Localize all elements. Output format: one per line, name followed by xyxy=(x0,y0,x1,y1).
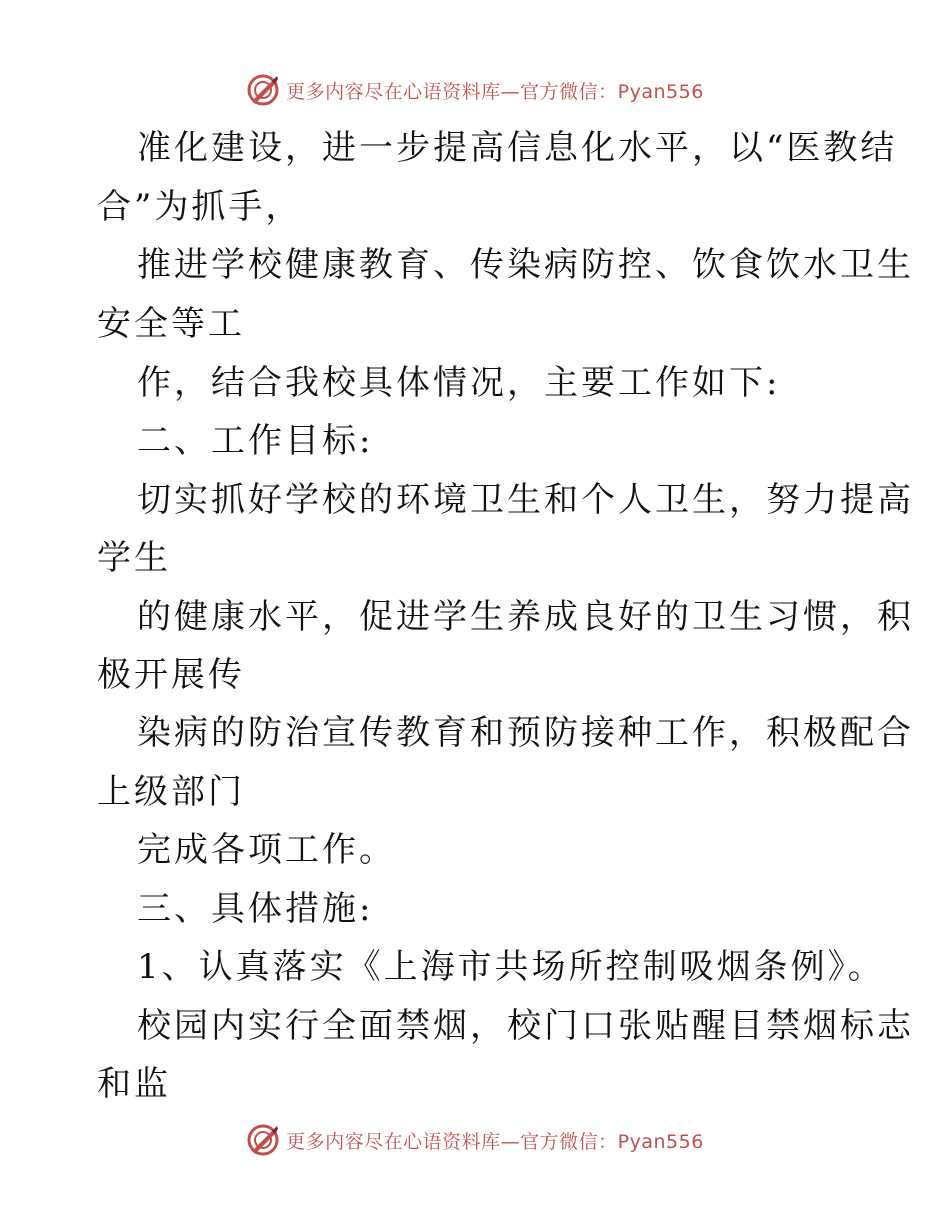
body-line: 和监 xyxy=(97,1064,171,1104)
body-line: 1、认真落实《上海市共场所控制吸烟条例》。 xyxy=(137,947,885,987)
body-line: 安全等工 xyxy=(97,304,245,344)
body-line: 完成各项工作。 xyxy=(137,830,396,870)
section-heading: 三、具体措施: xyxy=(137,889,374,929)
body-line: 切实抓好学校的环境卫生和个人卫生，努力提高 xyxy=(137,480,914,520)
header-banner-text: 更多内容尽在心语资料库—官方微信：Pyan556 xyxy=(286,80,704,103)
body-line: 推进学校健康教育、传染病防控、饮食饮水卫生 xyxy=(137,245,914,285)
body-line: 校园内实行全面禁烟，校门口张贴醒目禁烟标志 xyxy=(137,1006,914,1046)
body-line: 的健康水平，促进学生养成良好的卫生习惯，积 xyxy=(137,597,914,637)
body-line: 作，结合我校具体情况，主要工作如下: xyxy=(137,363,781,403)
body-line: 学生 xyxy=(97,538,171,578)
pen-logo-icon xyxy=(246,1123,280,1157)
body-line: 准化建设，进一步提高信息化水平，以“医教结 xyxy=(137,128,898,168)
footer-banner xyxy=(0,1120,950,1160)
body-line: 极开展传 xyxy=(97,655,245,695)
footer-banner-text: 更多内容尽在心语资料库—官方微信：Pyan556 xyxy=(286,1130,704,1153)
body-line: 上级部门 xyxy=(97,772,245,812)
body-line: 合”为抓手， xyxy=(97,187,303,227)
body-line: 染病的防治宣传教育和预防接种工作，积极配合 xyxy=(137,713,914,753)
section-heading: 二、工作目标: xyxy=(137,421,374,461)
